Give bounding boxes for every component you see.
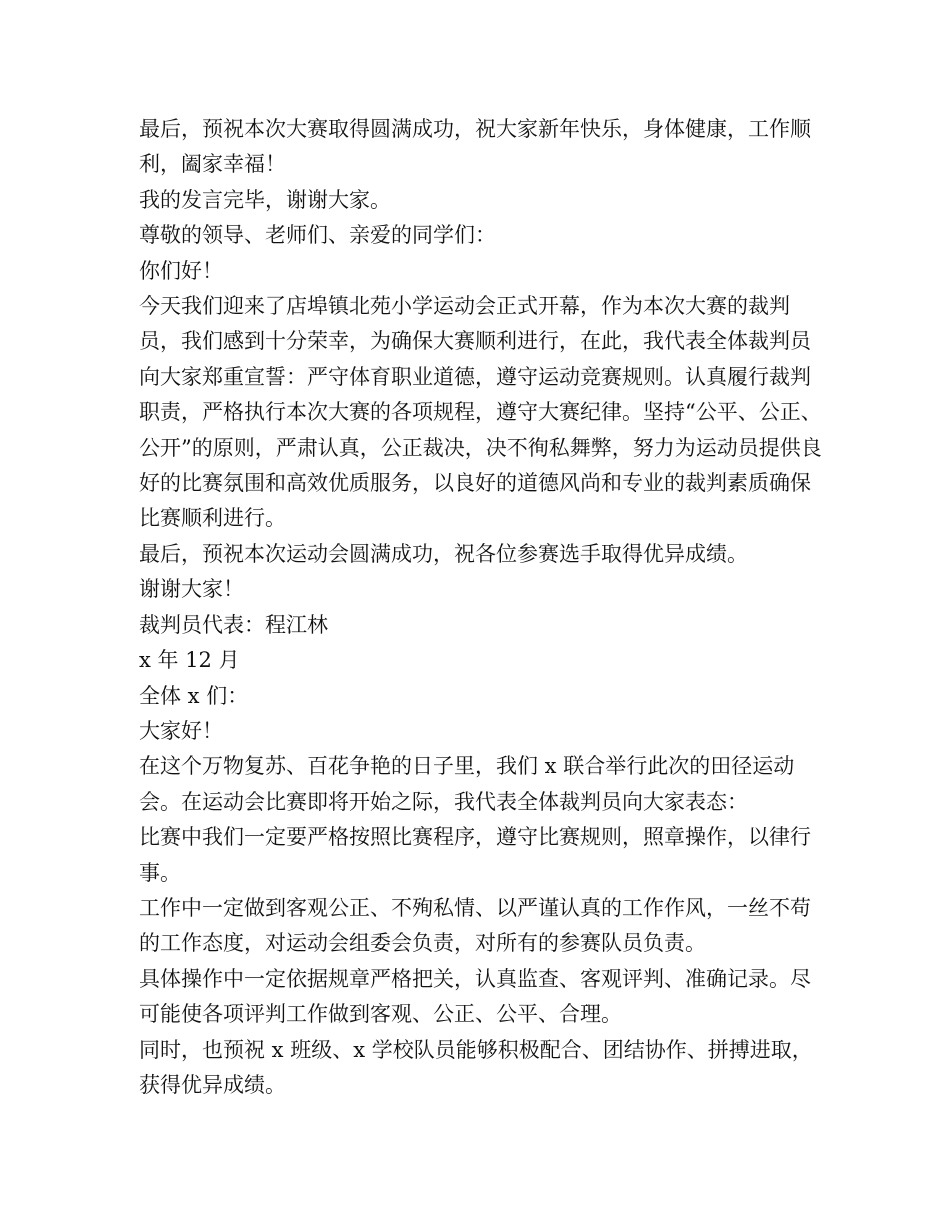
paragraph: 我的发言完毕，谢谢大家。 [139, 187, 391, 212]
closing: 谢谢大家！ [139, 577, 244, 602]
paragraph: 比赛中我们一定要严格按照比赛程序，遵守比赛规则，照章操作，以律行事。 [139, 825, 811, 885]
document-body [139, 112, 829, 1103]
paragraph: 同时，也预祝 x 班级、x 学校队员能够积极配合、团结协作、拼搏进取，获得优异成绩。 [139, 1037, 813, 1097]
greeting: 你们好！ [139, 258, 223, 283]
paragraph: 在这个万物复苏、百花争艳的日子里，我们 x 联合举行此次的田径运动会。在运动会比赛即将开始之际，我代表全体裁判员向大家表态： [139, 754, 795, 814]
salutation: 全体 x 们： [139, 683, 249, 708]
salutation: 尊敬的领导、老师们、亲爱的同学们： [139, 223, 496, 248]
paragraph: 最后，预祝本次大赛取得圆满成功，祝大家新年快乐，身体健康，工作顺利，阖家幸福！ [139, 117, 811, 177]
signature: 裁判员代表：程江林 [139, 612, 328, 637]
date-line: x 年 12 月 [139, 648, 240, 673]
paragraph: 今天我们迎来了店埠镇北苑小学运动会正式开幕，作为本次大赛的裁判员，我们感到十分荣幸，为确保大赛顺利进行，在此，我代表全体裁判员向大家郑重宣誓：严守体育职业道德，遵守运动竞赛规则。认真履行裁判职责，严格执行本次大赛的各项规程，遵守大赛纪律。坚持“公平、公正、公开”的原则，严肃认真，公正裁决，决不徇私舞弊，努力为运动员提供良好的比赛氛围和高效优质服务，以良好的道德风尚和专业的裁判素质确保比赛顺利进行。 [139, 294, 822, 531]
greeting: 大家好！ [139, 718, 223, 743]
paragraph: 最后，预祝本次运动会圆满成功，祝各位参赛选手取得优异成绩。 [139, 541, 748, 566]
paragraph: 具体操作中一定依据规章严格把关，认真监查、客观评判、准确记录。尽可能使各项评判工作做到客观、公正、公平、合理。 [139, 966, 811, 1027]
paragraph: 工作中一定做到客观公正、不殉私情、以严谨认真的工作作风，一丝不苟的工作态度，对运动会组委会负责，对所有的参赛队员负责。 [139, 895, 811, 956]
